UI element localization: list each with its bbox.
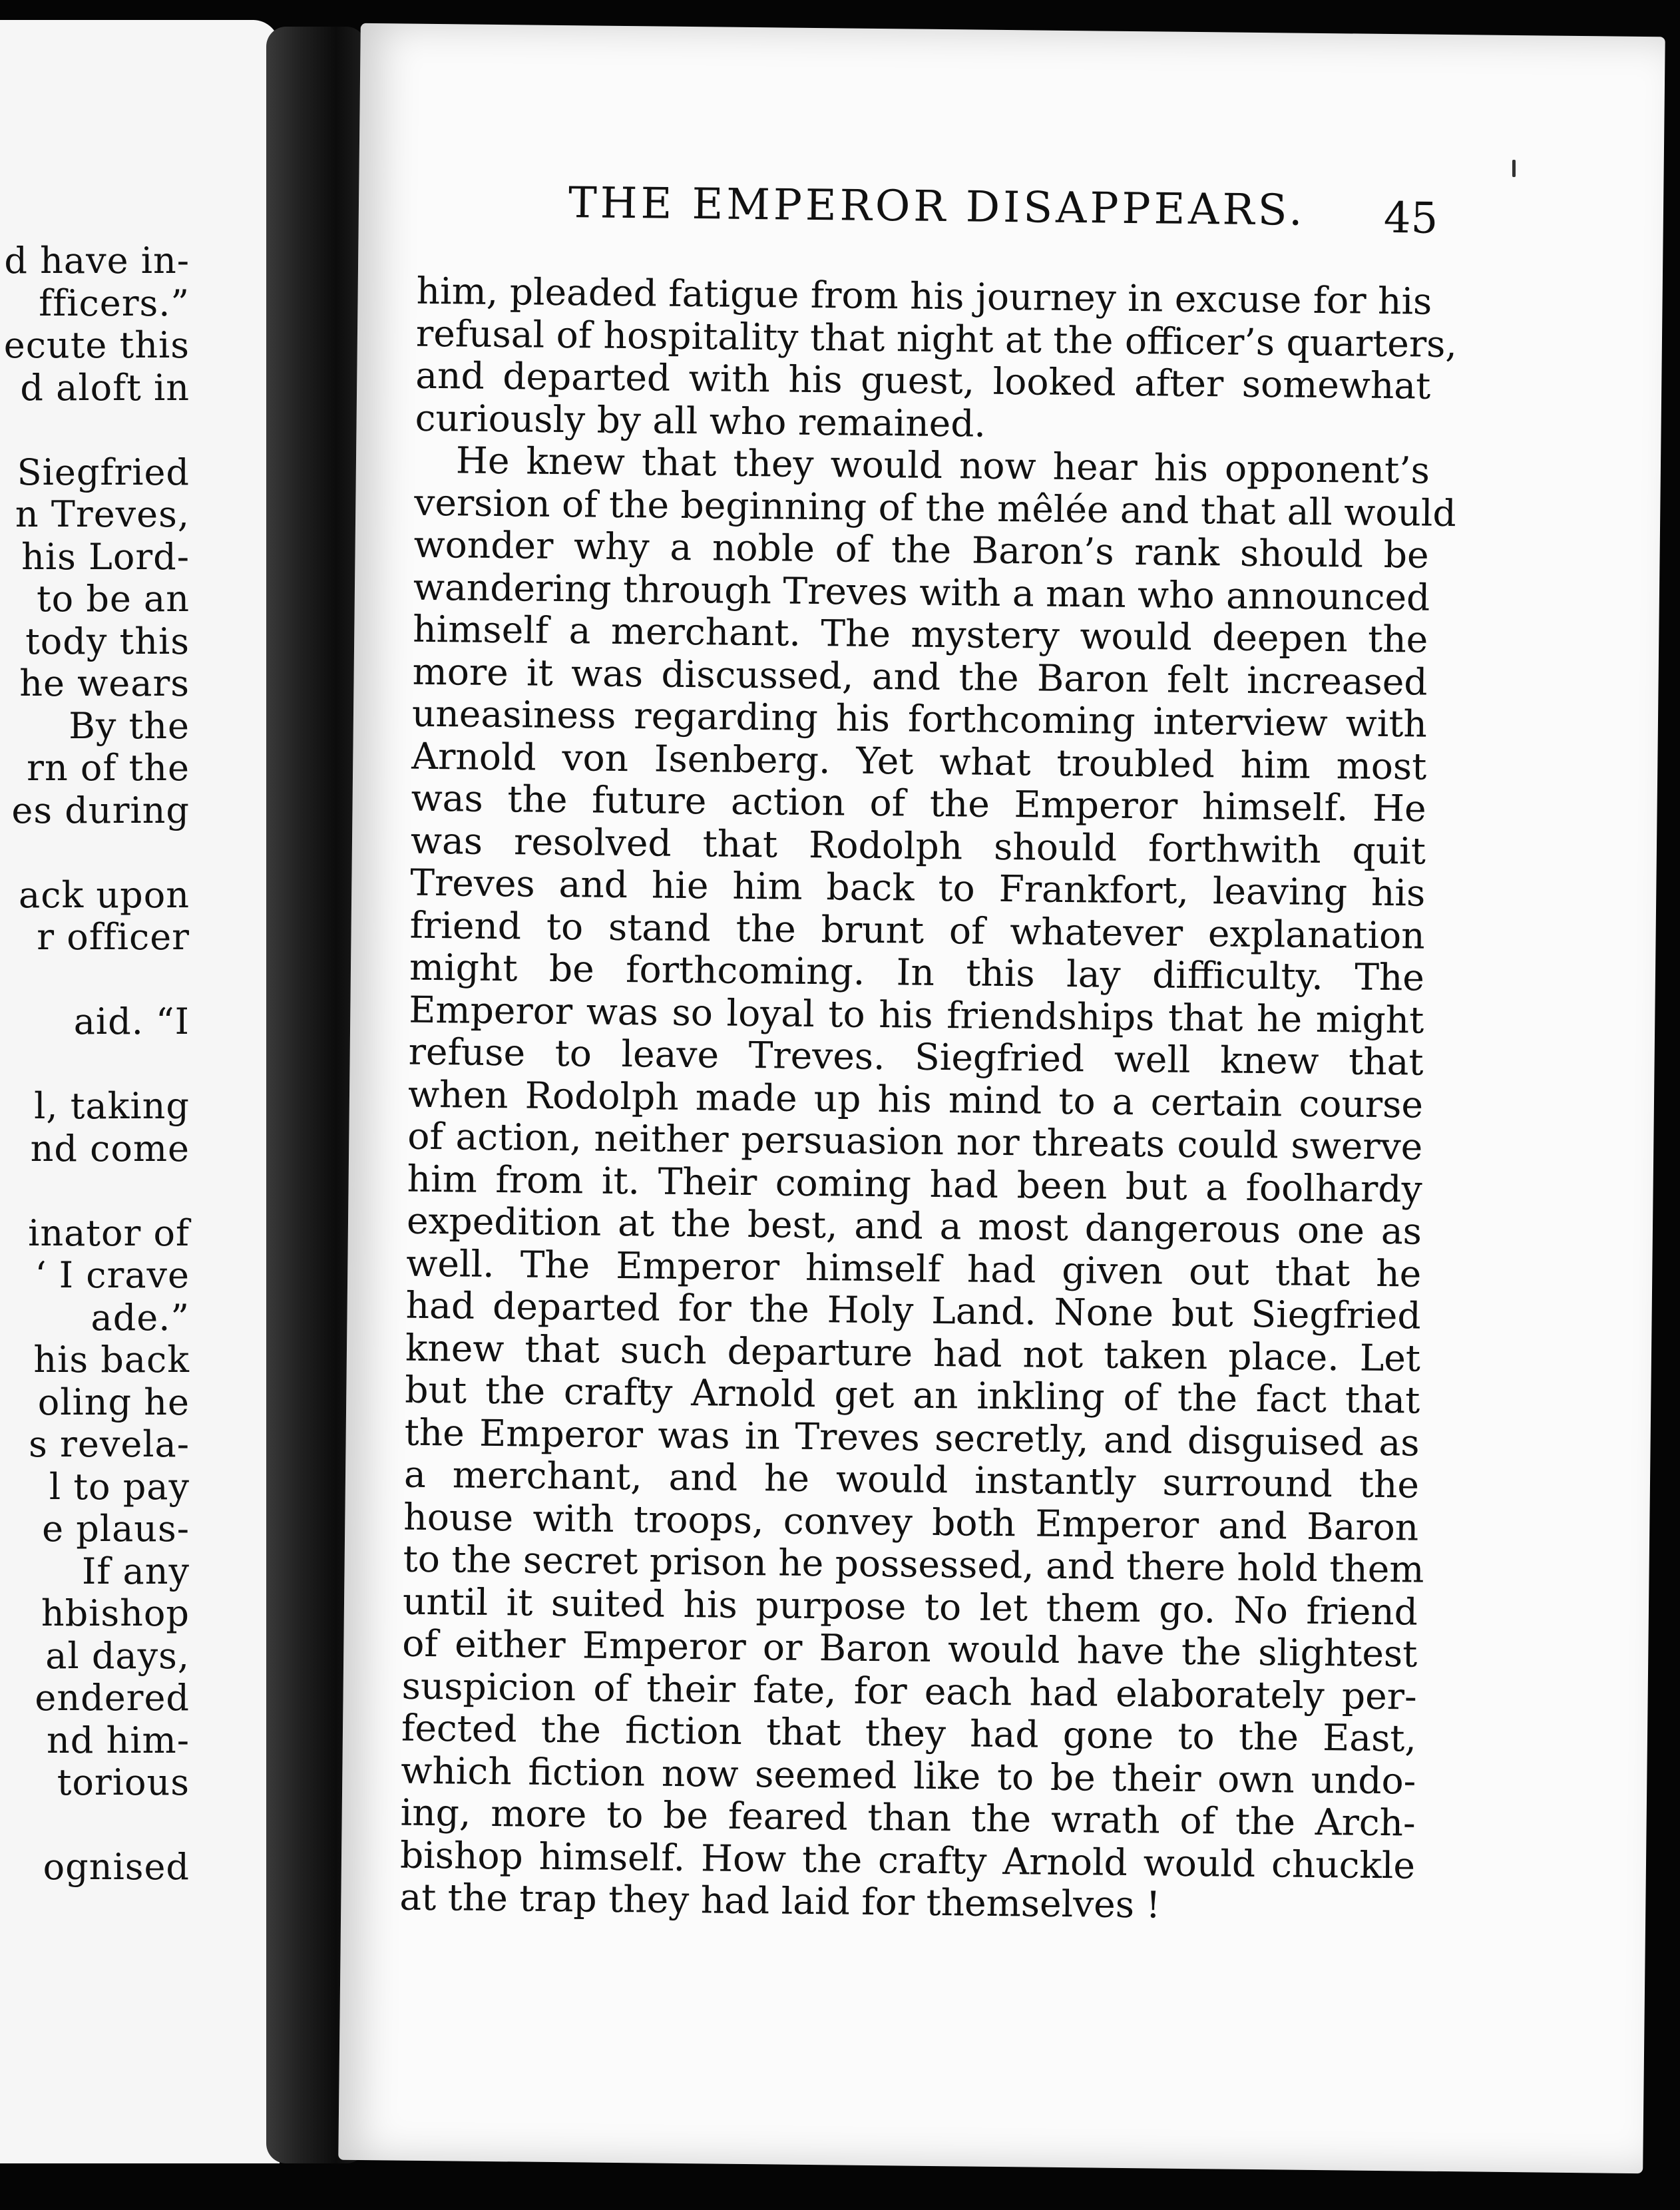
left-page-line: ecute this <box>3 324 190 366</box>
left-page-line: torious <box>57 1761 190 1803</box>
left-page-line: tody this <box>25 620 190 662</box>
left-page-line: ade.” <box>91 1296 190 1339</box>
body-line: curiously by all who remained. <box>415 396 986 445</box>
running-head: THE EMPEROR DISAPPEARS. <box>568 178 1306 236</box>
body-line: of either Emperor or Baron would have the slightest <box>402 1622 1418 1675</box>
body-line: uneasiness regarding his forthcoming interview with <box>411 692 1428 746</box>
body-line: knew that such departure had not taken place. Let <box>405 1326 1421 1380</box>
left-page-line: ack upon <box>19 873 190 916</box>
body-line: well. The Emperor himself had given out that he <box>406 1241 1422 1295</box>
page-number: 45 <box>1383 193 1438 244</box>
left-page-line: By the <box>69 704 190 747</box>
body-line: He knew that they would now hear his opponent’s <box>455 439 1430 492</box>
body-line: which fiction now seemed like to be their own undo- <box>401 1749 1416 1803</box>
left-page-line: ‘ I crave <box>35 1254 190 1296</box>
body-line: version of the beginning of the mêlée and that all would <box>413 481 1456 535</box>
left-facing-page <box>0 20 280 2163</box>
body-line: when Rodolph made up his mind to a certain course <box>407 1072 1424 1126</box>
body-line: him from it. Their coming had been but a foolhardy <box>407 1157 1422 1211</box>
body-line: himself a merchant. The mystery would deepen the <box>413 607 1428 661</box>
body-line: the Emperor was in Treves secretly, and disguised as <box>404 1411 1420 1464</box>
left-page-line: oling he <box>37 1381 190 1423</box>
left-page-line: he wears <box>19 662 190 704</box>
left-page-line: aid. “I <box>73 1000 190 1042</box>
left-page-line: to be an <box>36 578 190 620</box>
left-page-line: hbishop <box>41 1592 190 1634</box>
body-line: until it suited his purpose to let them go. No friend <box>402 1580 1418 1634</box>
body-line: was the future action of the Emperor himself. He <box>411 776 1426 830</box>
left-page-line: d have in- <box>4 240 190 282</box>
left-page-line: Siegfried <box>17 451 190 493</box>
body-line: suspicion of their fate, for each had elaborately per- <box>401 1664 1417 1718</box>
body-line: Treves and hie him back to Frankfort, leaving his <box>410 861 1426 915</box>
body-text <box>399 269 1458 1929</box>
left-page-line: al days, <box>45 1634 190 1677</box>
left-page-line: r officer <box>37 916 190 958</box>
left-page-line: endered <box>35 1677 190 1719</box>
body-line: expedition at the best, and a most dangerous one as <box>406 1199 1422 1253</box>
left-page-line: s revela- <box>29 1423 190 1465</box>
body-line: house with troops, convey both Emperor and Baron <box>403 1495 1419 1549</box>
body-line: more it was discussed, and the Baron felt increased <box>412 650 1428 704</box>
body-line: ing, more to be feared than the wrath of the Arch- <box>400 1791 1416 1845</box>
body-line: him, pleaded fatigue from his journey in excuse for his <box>416 269 1432 323</box>
body-line: a merchant, and he would instantly surround the <box>403 1452 1420 1506</box>
body-line: bishop himself. How the crafty Arnold would chuckle <box>399 1833 1416 1887</box>
body-line: but the crafty Arnold get an inkling of the fact that <box>405 1368 1420 1422</box>
body-line: to the secret prison he possessed, and there hold them <box>403 1537 1424 1591</box>
left-page-line: l, taking <box>34 1085 190 1127</box>
left-page-line: fficers.” <box>39 282 190 324</box>
left-page-line: d aloft in <box>20 366 190 409</box>
left-page-line: n Treves, <box>15 493 190 535</box>
body-line: refuse to leave Treves. Siegfried well knew that <box>408 1030 1424 1084</box>
body-line: friend to stand the brunt of whatever explanation <box>409 903 1425 957</box>
left-page-line: his Lord- <box>21 535 190 578</box>
left-page-line: inator of <box>28 1212 190 1254</box>
body-line: Arnold von Isenberg. Yet what troubled him most <box>411 734 1427 788</box>
body-line: fected the fiction that they had gone to the East, <box>401 1706 1417 1760</box>
body-line: had departed for the Holy Land. None but Siegfried <box>405 1283 1421 1337</box>
left-page-line: e plaus- <box>42 1508 190 1550</box>
left-page-line: l to pay <box>49 1465 190 1508</box>
body-line: wandering through Treves with a man who announced <box>413 565 1430 619</box>
body-line: and departed with his guest, looked after somewhat <box>415 353 1431 407</box>
body-line: at the trap they had laid for themselves ! <box>399 1875 1161 1926</box>
left-page-line: If any <box>82 1550 190 1592</box>
left-page-line: rn of the <box>27 747 190 789</box>
body-line: refusal of hospitality that night at the officer’s quarters, <box>415 312 1458 365</box>
body-line: of action, neither persuasion nor threats could swerve <box>407 1114 1423 1168</box>
right-page <box>338 23 1665 2173</box>
body-line: wonder why a noble of the Baron’s rank should be <box>413 523 1429 576</box>
body-line: was resolved that Rodolph should forthwith quit <box>410 819 1426 873</box>
body-line: Emperor was so loyal to his friendships that he might <box>409 988 1424 1042</box>
left-page-line: nd come <box>30 1127 190 1170</box>
left-page-line: ognised <box>43 1846 190 1888</box>
scan-speck <box>1512 160 1516 177</box>
body-line: might be forthcoming. In this lay difficulty. The <box>409 945 1425 999</box>
left-page-line: es during <box>11 789 190 831</box>
left-page-line: nd him- <box>46 1719 190 1761</box>
left-page-line: his back <box>33 1339 190 1381</box>
